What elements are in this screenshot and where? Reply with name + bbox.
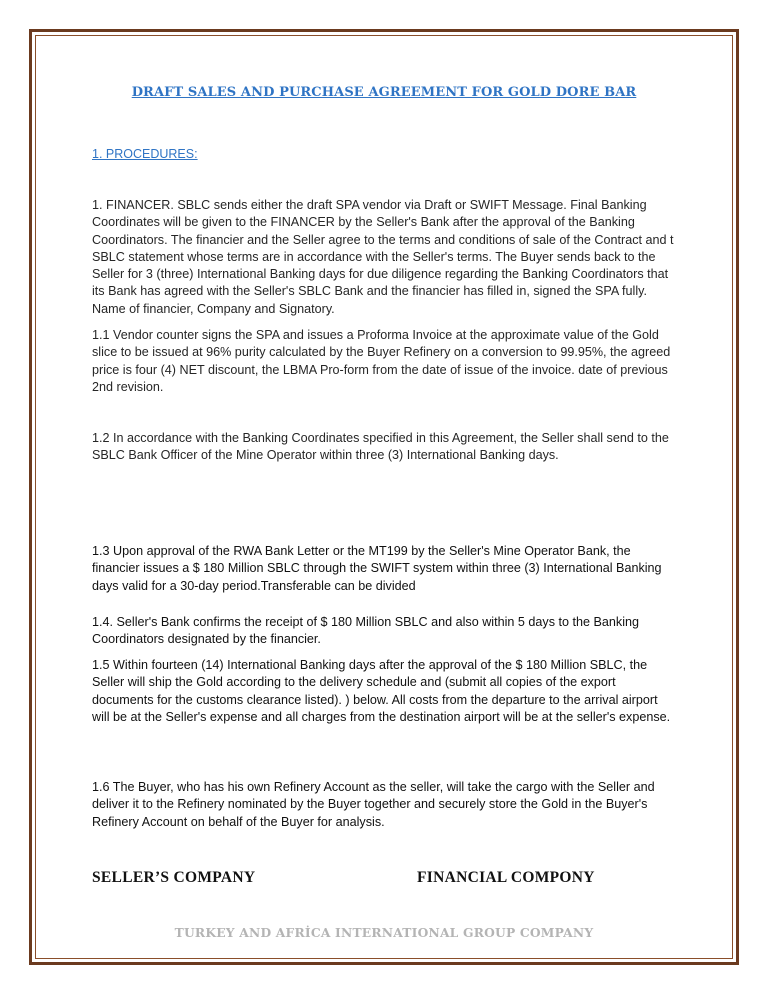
paragraph-1-3: 1.3 Upon approval of the RWA Bank Letter or the MT199 by the Seller's Mine Operator Bank, the financier issues a $ 180 Million SBLC through the SWIFT system within three (3) International Banking days valid for a 30-day period.Transferable can be divided xyxy=(92,544,662,593)
paragraph-1-1: 1.1 Vendor counter signs the SPA and issues a Proforma Invoice at the approximate value of the Gold slice to be issued at 96% purity calculated by the Buyer Refinery on a conversion to 99.95%, the agreed price is four (4) NET discount, the LBMA Pro-form from the date of issue of the invoice. date of previous 2nd revision. xyxy=(92,328,671,394)
section-heading-procedures: 1. PROCEDURES: xyxy=(92,147,198,161)
paragraph-1: 1. FINANCER. SBLC sends either the draft SPA vendor via Draft or SWIFT Message. Final Banking Coordinates will be given to the FINANCER by the Seller's Bank after the approval of the Banking Coordinators. The financier and the Seller agree to the terms and conditions of sale of the Contract and t SBLC statement whose terms are in accordance with the Seller's terms. The Buyer sends back to the Seller for 3 (three) International Banking days for due diligence regarding the Banking Coordinators that its Bank has agreed with the Seller's SBLC Bank and the financier has filled in, signed the SPA fully. Name of financier, Company and Signatory. xyxy=(92,198,674,316)
document-title: DRAFT SALES AND PURCHASE AGREEMENT FOR GOLD DORE BAR xyxy=(131,85,637,100)
signature-seller-company: SELLER’S COMPANY xyxy=(92,869,256,886)
paragraph-1-2: 1.2 In accordance with the Banking Coordinates specified in this Agreement, the Seller shall send to the SBLC Bank Officer of the Mine Operator within three (3) International Banking days. xyxy=(92,431,669,463)
paragraph-1-5: 1.5 Within fourteen (14) International Banking days after the approval of the $ 180 Million SBLC, the Seller will ship the Gold according to the delivery schedule and (submit all copies of the export documents for the customs clearance listed). ) below. All costs from the departure to the arrival airport will be at the Seller's expense and all charges from the destination airport will be at the seller's expense. xyxy=(92,658,671,724)
paragraph-1-6: 1.6 The Buyer, who has his own Refinery Account as the seller, will take the cargo with the Seller and deliver it to the Refinery nominated by the Buyer together and securely store the Gold in the Buyer's Refinery Account on behalf of the Buyer for analysis. xyxy=(92,780,655,829)
signature-financial-company: FINANCIAL COMPONY xyxy=(417,869,595,886)
paragraph-1-4: 1.4. Seller's Bank confirms the receipt of $ 180 Million SBLC and also within 5 days to the Banking Coordinators designated by the financier. xyxy=(92,615,640,647)
page-footer: TURKEY AND AFRİCA INTERNATIONAL GROUP COMPANY xyxy=(174,925,594,940)
